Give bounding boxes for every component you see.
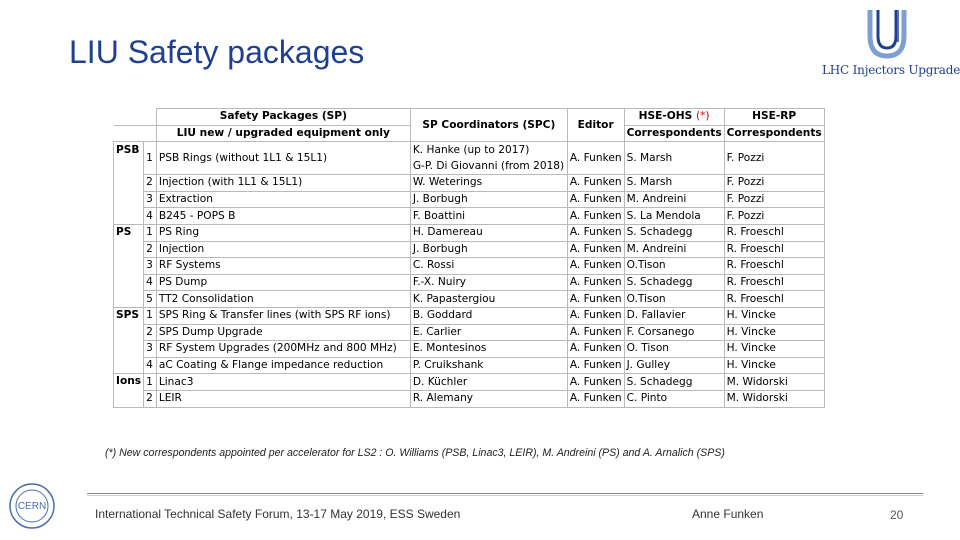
- editor: A. Funken: [567, 357, 624, 374]
- rp-correspondent: M. Widorski: [724, 374, 824, 391]
- coordinator: W. Weterings: [410, 175, 567, 192]
- row-number: 1: [144, 224, 157, 241]
- footer-divider-shadow: [87, 495, 923, 496]
- header-rp: HSE-RP: [724, 109, 824, 126]
- rp-correspondent: R. Froeschl: [724, 258, 824, 275]
- editor: A. Funken: [567, 208, 624, 225]
- safety-packages-table-wrapper: [113, 108, 825, 408]
- editor: A. Funken: [567, 307, 624, 324]
- ohs-correspondent: O. Tison: [624, 341, 724, 358]
- header-ohs-sub: Correspondents: [624, 125, 724, 142]
- cern-logo-icon: [6, 480, 58, 532]
- coordinator: H. Damereau: [410, 224, 567, 241]
- editor: A. Funken: [567, 374, 624, 391]
- table-row: [114, 224, 825, 241]
- editor: A. Funken: [567, 191, 624, 208]
- coordinator: B. Goddard: [410, 307, 567, 324]
- ohs-correspondent: M. Andreini: [624, 191, 724, 208]
- header-editor: Editor: [567, 109, 624, 142]
- safety-package: SPS Ring & Transfer lines (with SPS RF ions): [156, 307, 410, 324]
- page-number: 20: [890, 508, 904, 522]
- table-row: [114, 191, 825, 208]
- rp-correspondent: F. Pozzi: [724, 208, 824, 225]
- coordinator: F. Boattini: [410, 208, 567, 225]
- ohs-correspondent: S. Schadegg: [624, 274, 724, 291]
- safety-package: PSB Rings (without 1L1 & 15L1): [156, 142, 410, 175]
- safety-package: B245 - POPS B: [156, 208, 410, 225]
- ohs-correspondent: S. Schadegg: [624, 374, 724, 391]
- editor: A. Funken: [567, 142, 624, 175]
- header-blank-2: [114, 125, 157, 142]
- safety-package: SPS Dump Upgrade: [156, 324, 410, 341]
- table-row: [114, 341, 825, 358]
- header-ohs-label: HSE-OHS: [638, 110, 693, 123]
- coordinator: E. Carlier: [410, 324, 567, 341]
- rp-correspondent: F. Pozzi: [724, 142, 824, 175]
- cern-logo-text: CERN: [17, 501, 47, 512]
- ohs-correspondent: J. Gulley: [624, 357, 724, 374]
- safety-package: LEIR: [156, 390, 410, 407]
- editor: A. Funken: [567, 224, 624, 241]
- coordinator: P. Cruikshank: [410, 357, 567, 374]
- table-row: [114, 374, 825, 391]
- row-number: 3: [144, 191, 157, 208]
- table-header-row-1: [114, 109, 825, 126]
- ohs-correspondent: S. La Mendola: [624, 208, 724, 225]
- rp-correspondent: H. Vincke: [724, 357, 824, 374]
- row-number: 1: [144, 142, 157, 175]
- safety-package: PS Ring: [156, 224, 410, 241]
- table-row: [114, 357, 825, 374]
- table-row: [114, 175, 825, 192]
- ohs-correspondent: S. Marsh: [624, 175, 724, 192]
- ohs-correspondent: D. Fallavier: [624, 307, 724, 324]
- liu-logo: [822, 6, 960, 80]
- coordinator-line: G-P. Di Giovanni (from 2018): [412, 160, 565, 173]
- safety-package: Injection (with 1L1 & 15L1): [156, 175, 410, 192]
- table-row: [114, 208, 825, 225]
- editor: A. Funken: [567, 324, 624, 341]
- group-label: PSB: [114, 142, 144, 225]
- header-ohs: [624, 109, 724, 126]
- table-body: [114, 142, 825, 407]
- group-label: SPS: [114, 307, 144, 373]
- header-sp-sub: LIU new / upgraded equipment only: [156, 125, 410, 142]
- footer-author: Anne Funken: [692, 507, 764, 521]
- footer-forum: International Technical Safety Forum, 13-17 May 2019, ESS Sweden: [95, 507, 461, 521]
- safety-package: Linac3: [156, 374, 410, 391]
- table-row: [114, 291, 825, 308]
- header-rp-sub: Correspondents: [724, 125, 824, 142]
- ohs-correspondent: O.Tison: [624, 258, 724, 275]
- safety-packages-table: [113, 108, 825, 408]
- safety-package: PS Dump: [156, 274, 410, 291]
- ohs-correspondent: F. Corsanego: [624, 324, 724, 341]
- rp-correspondent: F. Pozzi: [724, 191, 824, 208]
- footnote: (*) New correspondents appointed per accelerator for LS2 : O. Williams (PSB, Linac3, LEIR), M. Andreini (PS) and A. Arnalich (SPS): [105, 447, 725, 459]
- header-blank: [114, 109, 157, 126]
- editor: A. Funken: [567, 291, 624, 308]
- row-number: 3: [144, 258, 157, 275]
- rp-correspondent: H. Vincke: [724, 307, 824, 324]
- row-number: 1: [144, 374, 157, 391]
- row-number: 2: [144, 324, 157, 341]
- rp-correspondent: R. Froeschl: [724, 274, 824, 291]
- rp-correspondent: F. Pozzi: [724, 175, 824, 192]
- ohs-correspondent: S. Schadegg: [624, 224, 724, 241]
- ohs-correspondent: C. Pinto: [624, 390, 724, 407]
- table-row: [114, 258, 825, 275]
- rp-correspondent: R. Froeschl: [724, 241, 824, 258]
- table-row: [114, 274, 825, 291]
- row-number: 3: [144, 341, 157, 358]
- header-ohs-mark: (*): [695, 110, 710, 123]
- table-row: [114, 142, 825, 175]
- coordinator: F.-X. Nuiry: [410, 274, 567, 291]
- footer-divider: [87, 493, 923, 494]
- liu-u-icon: [822, 6, 952, 62]
- header-sp: Safety Packages (SP): [156, 109, 410, 126]
- row-number: 4: [144, 357, 157, 374]
- coordinator: [410, 142, 567, 175]
- row-number: 4: [144, 208, 157, 225]
- coordinator: K. Papastergiou: [410, 291, 567, 308]
- table-row: [114, 307, 825, 324]
- rp-correspondent: R. Froeschl: [724, 291, 824, 308]
- rp-correspondent: M. Widorski: [724, 390, 824, 407]
- coordinator: J. Borbugh: [410, 241, 567, 258]
- row-number: 2: [144, 175, 157, 192]
- coordinator: J. Borbugh: [410, 191, 567, 208]
- row-number: 1: [144, 307, 157, 324]
- ohs-correspondent: O.Tison: [624, 291, 724, 308]
- cern-logo: [6, 480, 58, 532]
- rp-correspondent: R. Froeschl: [724, 224, 824, 241]
- coordinator: R. Alemany: [410, 390, 567, 407]
- editor: A. Funken: [567, 274, 624, 291]
- group-label: Ions: [114, 374, 144, 407]
- group-label: PS: [114, 224, 144, 307]
- row-number: 2: [144, 241, 157, 258]
- safety-package: TT2 Consolidation: [156, 291, 410, 308]
- row-number: 2: [144, 390, 157, 407]
- editor: A. Funken: [567, 241, 624, 258]
- coordinator: E. Montesinos: [410, 341, 567, 358]
- row-number: 5: [144, 291, 157, 308]
- table-row: [114, 241, 825, 258]
- ohs-correspondent: M. Andreini: [624, 241, 724, 258]
- rp-correspondent: H. Vincke: [724, 324, 824, 341]
- rp-correspondent: H. Vincke: [724, 341, 824, 358]
- header-spc: SP Coordinators (SPC): [410, 109, 567, 142]
- safety-package: RF System Upgrades (200MHz and 800 MHz): [156, 341, 410, 358]
- table-row: [114, 390, 825, 407]
- row-number: 4: [144, 274, 157, 291]
- safety-package: Extraction: [156, 191, 410, 208]
- coordinator: C. Rossi: [410, 258, 567, 275]
- coordinator-line: K. Hanke (up to 2017): [412, 144, 530, 157]
- editor: A. Funken: [567, 341, 624, 358]
- coordinator: D. Küchler: [410, 374, 567, 391]
- table-row: [114, 324, 825, 341]
- safety-package: aC Coating & Flange impedance reduction: [156, 357, 410, 374]
- safety-package: Injection: [156, 241, 410, 258]
- slide-title: LIU Safety packages: [69, 34, 365, 70]
- editor: A. Funken: [567, 175, 624, 192]
- logo-text: LHC Injectors Upgrade: [822, 63, 960, 77]
- ohs-correspondent: S. Marsh: [624, 142, 724, 175]
- editor: A. Funken: [567, 258, 624, 275]
- editor: A. Funken: [567, 390, 624, 407]
- safety-package: RF Systems: [156, 258, 410, 275]
